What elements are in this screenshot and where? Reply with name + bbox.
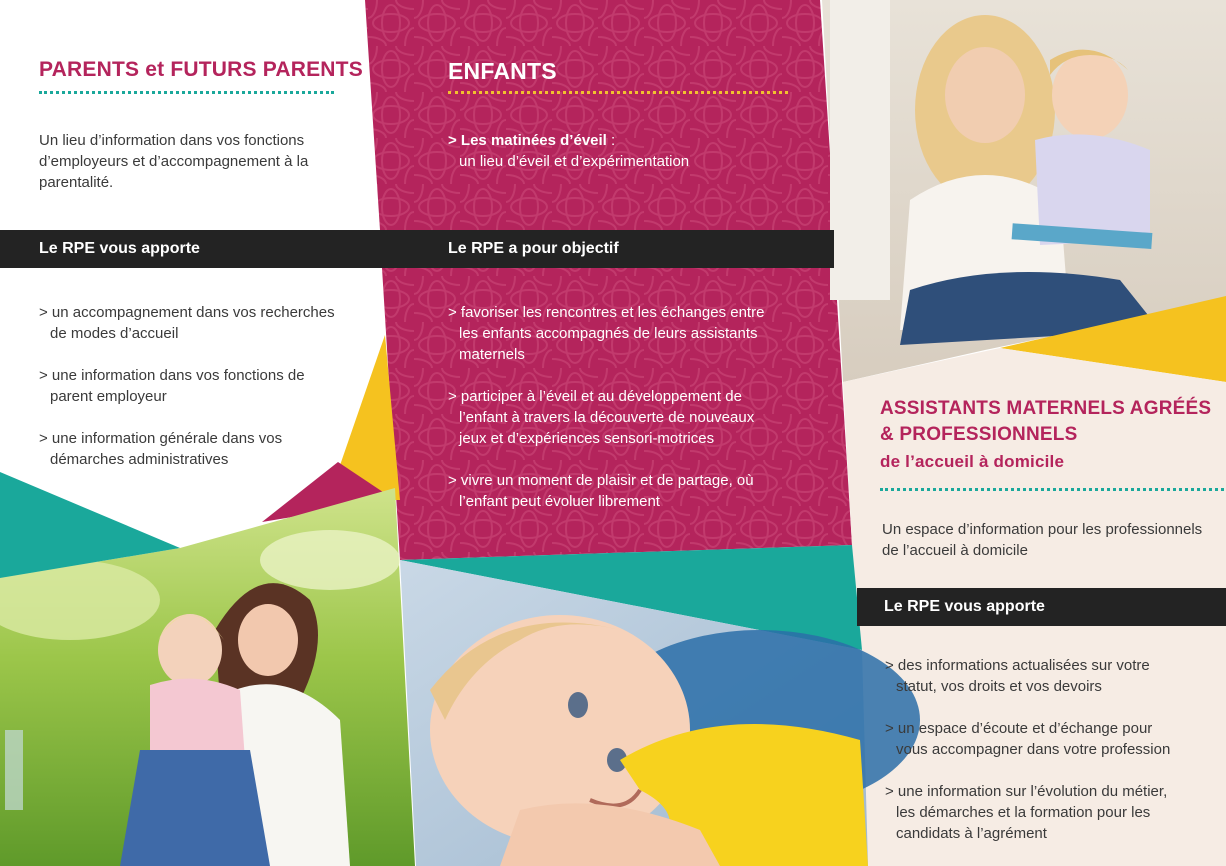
section-bar-left [0,230,382,268]
title-line-2: & PROFESSIONNELS [880,424,1078,445]
dotted-divider [39,91,334,94]
assistants-intro: Un espace d’information pour les professionnels de l’accueil à domicile [882,521,1203,559]
assistants-list [885,655,1185,865]
enfants-list [448,302,774,533]
bar-label: Le RPE vous apporte [39,240,200,257]
matinees-block [448,130,788,172]
list-item: > des informations actualisées sur votre statut, vos droits et vos devoirs [885,657,1150,695]
matinees-text: un lieu d’éveil et d’expérimentation [459,153,690,170]
enfants-title: ENFANTS [448,58,557,84]
assistants-title [880,396,1211,476]
title-line-3: de l’accueil à domicile [880,452,1065,471]
list-item: > un espace d’écoute et d’échange pour vous accompagner dans votre profession [885,720,1171,758]
list-item: > favoriser les rencontres et les échanges entre les enfants accompagnés de leurs assistants maternels [448,304,765,363]
list-item: > un accompagnement dans vos recherches de modes d’accueil [39,304,335,342]
dotted-divider-yellow [448,91,788,94]
parents-list [39,302,349,491]
parents-intro: Un lieu d’information dans vos fonctions d’employeurs et d’accompagnement à la parentalité. [39,132,309,191]
list-item: > une information générale dans vos démarches administratives [39,430,283,468]
matinees-label: > Les matinées d’éveil [448,132,607,149]
list-item: > une information sur l’évolution du métier, les démarches et la formation pour les candidats à l’agrément [885,783,1168,842]
section-bar-right [857,588,1226,626]
title-line-1: ASSISTANTS MATERNELS AGRÉÉS [880,398,1212,419]
list-item: > une information dans vos fonctions de parent employeur [39,367,305,405]
section-bar-middle [382,230,834,268]
bar-label: Le RPE vous apporte [884,598,1045,615]
dotted-divider [880,488,1224,491]
bar-label: Le RPE a pour objectif [448,240,619,257]
list-item: > vivre un moment de plaisir et de partage, où l’enfant peut évoluer librement [448,472,754,510]
matinees-colon: : [606,132,616,149]
list-item: > participer à l’éveil et au développement de l’enfant à travers la découverte de nouveaux jeux et d’expériences sensori-motrices [448,388,755,447]
parents-title: PARENTS et FUTURS PARENTS [39,58,363,81]
